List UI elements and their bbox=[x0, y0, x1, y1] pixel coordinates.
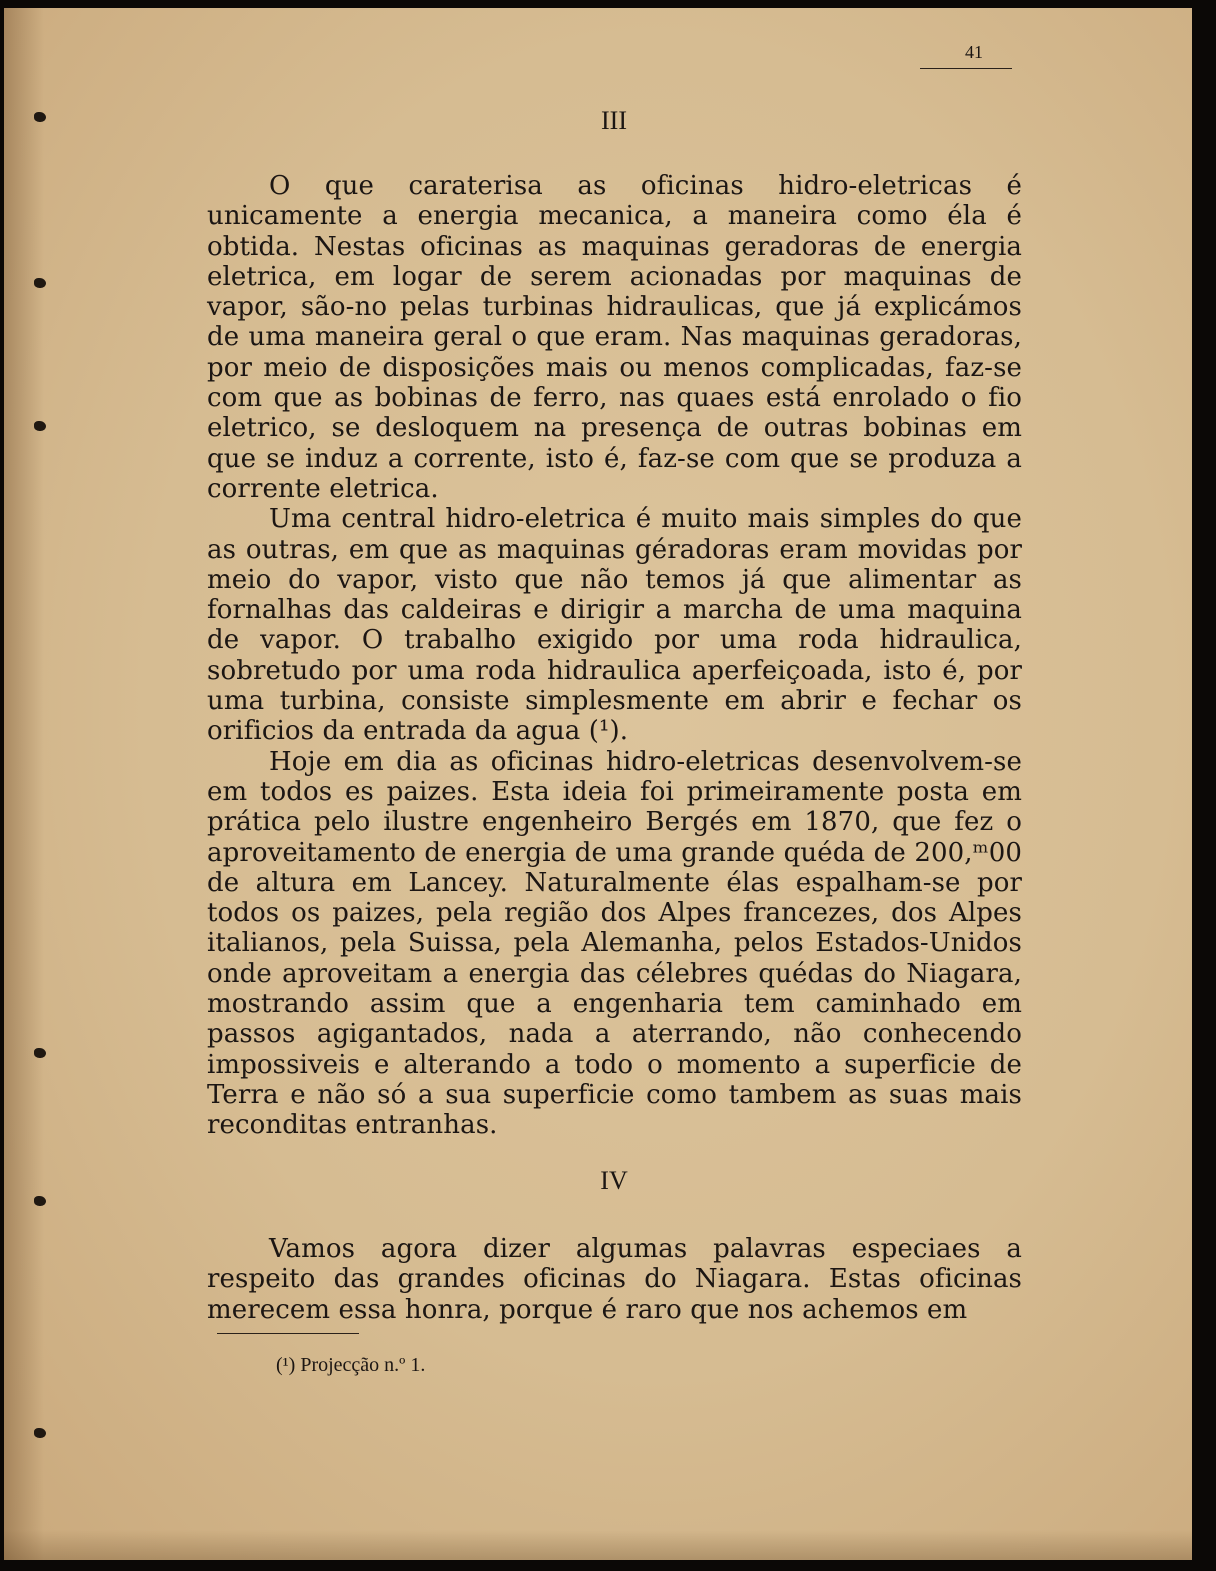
binding-hole-mark bbox=[34, 1428, 46, 1438]
section-iii-body bbox=[207, 171, 1022, 1141]
footnote-rule bbox=[217, 1333, 359, 1334]
page-bottom-shadow bbox=[4, 1530, 1192, 1560]
binding-hole-mark bbox=[34, 278, 46, 288]
page-number: 41 bbox=[965, 42, 983, 62]
book-page bbox=[4, 8, 1192, 1560]
section-heading-iii: III bbox=[601, 106, 627, 135]
paragraph: Vamos agora dizer algumas palavras especiaes a respeito das grandes oficinas do Niagara. Estas oficinas merecem essa honra, porque é raro que nos achemos em bbox=[207, 1234, 1022, 1325]
binding-hole-mark bbox=[34, 1196, 46, 1206]
page-edge-shadow bbox=[4, 8, 44, 1560]
binding-hole-mark bbox=[34, 421, 46, 431]
binding-hole-mark bbox=[34, 1048, 46, 1058]
binding-hole-mark bbox=[34, 112, 46, 122]
paragraph: O que caraterisa as oficinas hidro-eletricas é unicamente a energia mecanica, a maneira como éla é obtida. Nestas oficinas as maquinas geradoras de energia eletrica, em logar de serem acionadas por maquinas de vapor, são-no pelas turbinas hidraulicas, que já explicámos de uma maneira geral o que eram. Nas maquinas geradoras, por meio de disposições mais ou menos complicadas, faz-se com que as bobinas de ferro, nas quaes está enrolado o fio eletrico, se desloquem na presença de outras bobinas em que se induz a corrente, isto é, faz-se com que se produza a corrente eletrica. bbox=[207, 171, 1022, 504]
footnote: (¹) Projecção n.º 1. bbox=[276, 1354, 426, 1376]
section-heading-iv: IV bbox=[600, 1166, 628, 1195]
page-number-rule bbox=[920, 68, 1012, 69]
section-iv-body bbox=[207, 1234, 1022, 1325]
paragraph: Uma central hidro-eletrica é muito mais simples do que as outras, em que as maquinas géradoras eram movidas por meio do vapor, visto que não temos já que alimentar as fornalhas das caldeiras e dirigir a marcha de uma maquina de vapor. O trabalho exigido por uma roda hidraulica, sobretudo por uma roda hidraulica aperfeiçoada, isto é, por uma turbina, consiste simplesmente em abrir e fechar os orificios da entrada da agua (¹). bbox=[207, 504, 1022, 747]
paragraph: Hoje em dia as oficinas hidro-eletricas desenvolvem-se em todos es paizes. Esta ideia foi primeiramente posta em prática pelo ilustre engenheiro Bergés em 1870, que fez o aproveitamento de energia de uma grande quéda de 200,ᵐ00 de altura em Lancey. Naturalmente élas espalham-se por todos os paizes, pela região dos Alpes francezes, dos Alpes italianos, pela Suissa, pela Alemanha, pelos Estados-Unidos onde aproveitam a energia das célebres quédas do Niagara, mostrando assim que a engenharia tem caminhado em passos agigantados, nada a aterrando, não conhecendo impossiveis e alterando a todo o momento a superficie de Terra e não só a sua superficie como tambem as suas mais reconditas entranhas. bbox=[207, 746, 1022, 1141]
